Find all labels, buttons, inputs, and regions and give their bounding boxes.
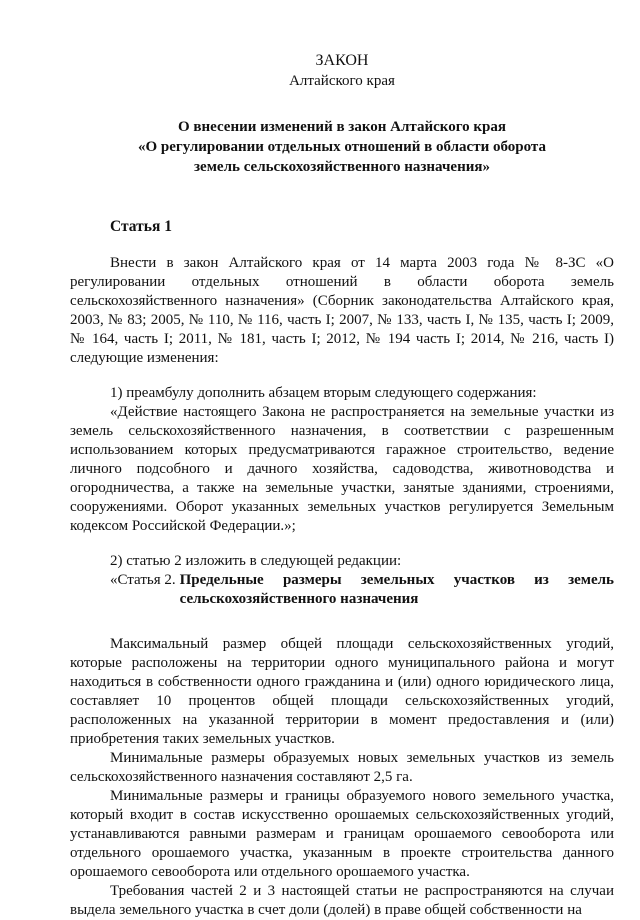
title-line-2: «О регулировании отдельных отношений в области оборота — [138, 139, 546, 155]
amendment-item-2: 2) статью 2 изложить в следующей редакции: — [110, 553, 402, 569]
article-2-paragraph-1: Максимальный размер общей площади сельскохозяйственных угодий, которые расположены на территории одного муниципального района и могут находиться в собственности одного гражданина и (или) одного юридического лица, составляет 10 процентов общей площади сельскохозяйственных угодий, расположенных на указанной территории в момент предоставления и (или) приобретения таких земельных участков. — [70, 636, 614, 747]
title-line-3: земель сельскохозяйственного назначения» — [194, 159, 490, 175]
article-1-intro: Внести в закон Алтайского края от 14 марта 2003 года № 8-ЗС «О регулировании отдельных отношений в области оборота земель сельскохозяйственного назначения» (Сборник законодательства Алтайского края, 2003, № 83; 2005, № 110, № 116, часть I; 2007, № 133, часть I, № 135, часть I; 2009, № 164, часть I; 2011, № 181, часть I; 2012, № 194 часть I; 2014, № 216, часть I) следующие изменения: — [70, 255, 614, 366]
article-1-heading: Статья 1 — [110, 218, 172, 235]
article-2-paragraph-2: Минимальные размеры образуемых новых земельных участков из земель сельскохозяйственного назначения составляют 2,5 га. — [70, 750, 614, 785]
article-2-paragraph-4: Требования частей 2 и 3 настоящей статьи не распространяются на случаи выдела земельного участка в счет доли (долей) в праве общей собственности на — [70, 883, 614, 918]
article-2-title-line-1: Предельные размеры земельных участков из земель — [179, 572, 614, 588]
article-2-title — [176, 571, 614, 609]
amendment-quote-1: «Действие настоящего Закона не распространяется на земельные участки из земель сельскохозяйственного назначения, в соответствии с разрешенным использованием которых предусматриваются гаражное строительство, ведение личного подсобного и дачного хозяйства, садоводства, животноводства и огородничества, а также на земельные участки, занятые зданиями, строениями, сооружениями. Оборот указанных земельных участков регулируется Земельным кодексом Российской Федерации.»; — [70, 404, 614, 534]
title-line-1: О внесении изменений в закон Алтайского края — [177, 119, 507, 135]
document-region: Алтайского края — [289, 73, 395, 89]
article-2-prefix: «Статья 2. — [110, 572, 176, 588]
article-2-paragraph-3: Минимальные размеры и границы образуемого нового земельного участка, который входит в состав искусственно орошаемых сельскохозяйственных угодий, устанавливаются равными размерам и границам орошаемого севооборота или отдельного орошаемого участка, указанным в проекте строительства данного орошаемого севооборота или отдельного орошаемого участка. — [70, 788, 614, 880]
article-2-heading — [70, 571, 614, 609]
article-2-title-line-2: сельскохозяйственного назначения — [179, 591, 419, 607]
amendment-item-1: 1) преамбулу дополнить абзацем вторым следующего содержания: — [110, 385, 537, 401]
document-title — [70, 117, 614, 177]
document-type: ЗАКОН — [315, 52, 369, 69]
